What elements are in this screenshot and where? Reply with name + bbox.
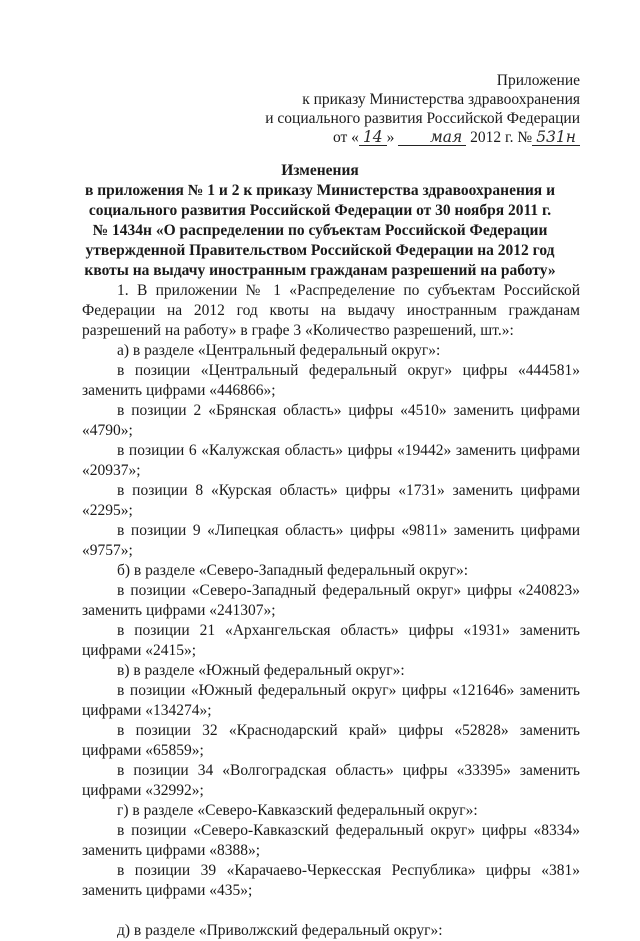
section-d-heading: г) в разделе «Северо-Кавказский федеральный округ»: [117, 802, 478, 819]
handwritten-order-number: 531н [532, 129, 580, 146]
section-b-item-2: в позиции 21 «Архангельская область» цифры «1931» заменить цифрами «2415»; [82, 622, 580, 659]
paragraph-1: 1. В приложении № 1 «Распределение по субъектам Российской Федерации на 2012 год квоты на выдачу иностранным гражданам разрешений на работу» в графе 3 «Количество разрешений, шт.»: [82, 282, 580, 339]
section-a-item-2: в позиции 2 «Брянская область» цифры «4510» заменить цифрами «4790»; [82, 402, 580, 439]
document-body [82, 281, 580, 941]
section-a-item-5: в позиции 9 «Липецкая область» цифры «9811» заменить цифрами «9757»; [82, 522, 580, 559]
title-line-3: социального развития Российской Федерации от 30 ноября 2011 г. [88, 202, 552, 219]
document-title [60, 161, 580, 281]
section-b-item-1: в позиции «Северо-Западный федеральный округ» цифры «240823» заменить цифрами «241307»; [82, 582, 580, 619]
order-date-line [265, 128, 580, 147]
date-prefix: от « [332, 129, 359, 146]
paragraph-gap [82, 901, 580, 921]
date-year: 2012 г. № [470, 129, 533, 146]
title-line-6: квоты на выдачу иностранным гражданам разрешений на работу» [84, 262, 556, 279]
date-mid: » [386, 129, 395, 146]
section-a-heading: а) в разделе «Центральный федеральный округ»: [117, 342, 441, 359]
section-c-item-2: в позиции 32 «Краснодарский край» цифры «52828» заменить цифрами «65859»; [82, 722, 580, 759]
section-c-item-1: в позиции «Южный федеральный округ» цифры «121646» заменить цифрами «134274»; [82, 682, 580, 719]
title-line-5: утвержденной Правительством Российской Федерации на 2012 год [85, 242, 555, 259]
section-d-item-1: в позиции «Северо-Кавказский федеральный округ» цифры «8334» заменить цифрами «8388»; [82, 822, 580, 859]
appendix-label: Приложение [496, 72, 580, 89]
section-c-item-3: в позиции 34 «Волгоградская область» цифры «33395» заменить цифрами «32992»; [82, 762, 580, 799]
title-line-2: в приложения № 1 и 2 к приказу Министерства здравоохранения и [84, 182, 556, 199]
section-a-item-3: в позиции 6 «Калужская область» цифры «19442» заменить цифрами «20937»; [82, 442, 580, 479]
section-a-item-1: в позиции «Центральный федеральный округ» цифры «444581» заменить цифрами «446866»; [82, 362, 580, 399]
ministry-line: и социального развития Российской Федерации [265, 110, 580, 127]
section-e-heading: д) в разделе «Приволжский федеральный округ»: [117, 922, 443, 939]
handwritten-day: 14 [359, 129, 387, 146]
title-line-1: Изменения [281, 162, 359, 179]
handwritten-month: мая [398, 129, 466, 146]
section-a-item-4: в позиции 8 «Курская область» цифры «1731» заменить цифрами «2295»; [82, 482, 580, 519]
section-c-heading: в) в разделе «Южный федеральный округ»: [117, 662, 405, 679]
title-line-4: № 1434н «О распределении по субъектам Российской Федерации [92, 222, 548, 239]
order-reference-line: к приказу Министерства здравоохранения [302, 91, 580, 108]
appendix-header [265, 71, 580, 147]
section-d-item-2: в позиции 39 «Карачаево-Черкесская Республика» цифры «381» заменить цифрами «435»; [82, 862, 580, 899]
section-b-heading: б) в разделе «Северо-Западный федеральный округ»: [117, 562, 469, 579]
